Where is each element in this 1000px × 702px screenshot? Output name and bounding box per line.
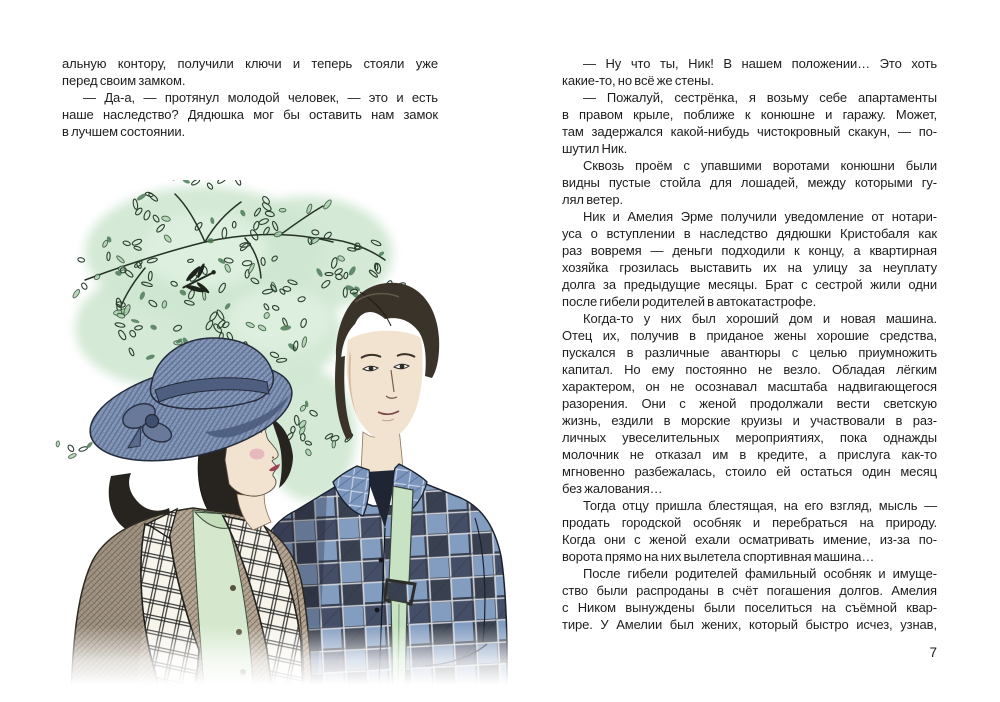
text-line: капитал. Но ему постоянно не везло. Обладая лёгким [562, 362, 937, 377]
text-line: — Пожалуй, сестрёнка, я возьму себе апартаменты [583, 90, 937, 105]
text-line: долга за предыдущие месяцы. Брат с сестрой жили одни [562, 277, 937, 292]
text-line: Когда они с женой ехали осматривать имение, из-за по- [562, 532, 937, 547]
text-line: с Ником вынуждены были поселиться на съёмной квар- [562, 600, 937, 615]
text-line: лял ветер. [562, 192, 624, 207]
illustration-fade [55, 625, 510, 700]
text-line: Ник и Амелия Эрме получили уведомление от нотари- [583, 209, 937, 224]
book-illustration [55, 180, 510, 700]
text-line: альную контору, получили ключи и теперь стояли уже [62, 56, 438, 71]
text-line: мгновенно разбежалась, стоило ей остаться один месяц [562, 464, 937, 479]
text-line: в лучшем состоянии. [62, 124, 186, 139]
text-line: какие-то, но всё же стены. [562, 73, 714, 88]
text-line: ворота прямо на них вылетела спортивная машина… [562, 549, 875, 564]
text-line: видны пустые стойла для лошадей, между которыми гу- [562, 175, 937, 190]
text-line: пускался в различные авантюры с целью приумножить [562, 345, 937, 360]
text-line: Сквозь проём с упавшими воротами конюшни были [583, 158, 937, 173]
text-line: разорения. Они с женой продолжали вести светскую [562, 396, 937, 411]
text-line: тире. У Амелии был жених, который быстро исчез, узнав, [562, 617, 937, 632]
text-line: продать городской особняк и перебраться на природу. [562, 515, 937, 530]
text-line: уса о вступлении в наследство дядюшки Кристобаля как [562, 226, 937, 241]
text-line: Когда-то у них был хороший дом и новая машина. [583, 311, 937, 326]
text-line: шутил Ник. [562, 141, 628, 156]
text-line: После гибели родителей фамильный особняк и имуще- [583, 566, 937, 581]
left-page-text [62, 55, 438, 140]
text-line: после гибели родителей в автокатастрофе. [562, 294, 817, 309]
text-line: перед своим замком. [62, 73, 186, 88]
text-line: ство были распроданы в счёт погашения долгов. Амелия [562, 583, 937, 598]
text-line: характером, он не осознавал масштаба надвигающегося [562, 379, 937, 394]
text-line: хозяйка грозилась выставить их на улицу за неуплату [562, 260, 937, 275]
text-line: молочник не отказал им в кредите, а прислуга как-то [562, 447, 937, 462]
text-line: Тогда отцу пришла блестящая, на его взгляд, мысль — [583, 498, 937, 513]
text-line: Отец их, получив в приданое жены хорошие средства, [562, 328, 937, 343]
page-number: 7 [929, 645, 937, 660]
text-line: — Ну что ты, Ник! В нашем положении… Это хоть [583, 56, 937, 71]
text-line: там задержался какой-нибудь чистокровный скакун, — по- [562, 124, 937, 139]
text-line: наше наследство? Дядюшка мог бы оставить нам замок [62, 107, 438, 122]
text-line: жизнь, ездили в морские круизы и участвовали в раз- [562, 413, 937, 428]
text-line: без жалования… [562, 481, 663, 496]
text-line: раз вовремя — деньги подходили к концу, а квартирная [562, 243, 937, 258]
text-line: личных увеселительных мероприятиях, пока однажды [562, 430, 937, 445]
text-line: в правом крыле, поближе к конюшне и гаражу. Может, [562, 107, 937, 122]
text-line: — Да-а, — протянул молодой человек, — это и есть [83, 90, 438, 105]
right-page-text [562, 55, 937, 633]
